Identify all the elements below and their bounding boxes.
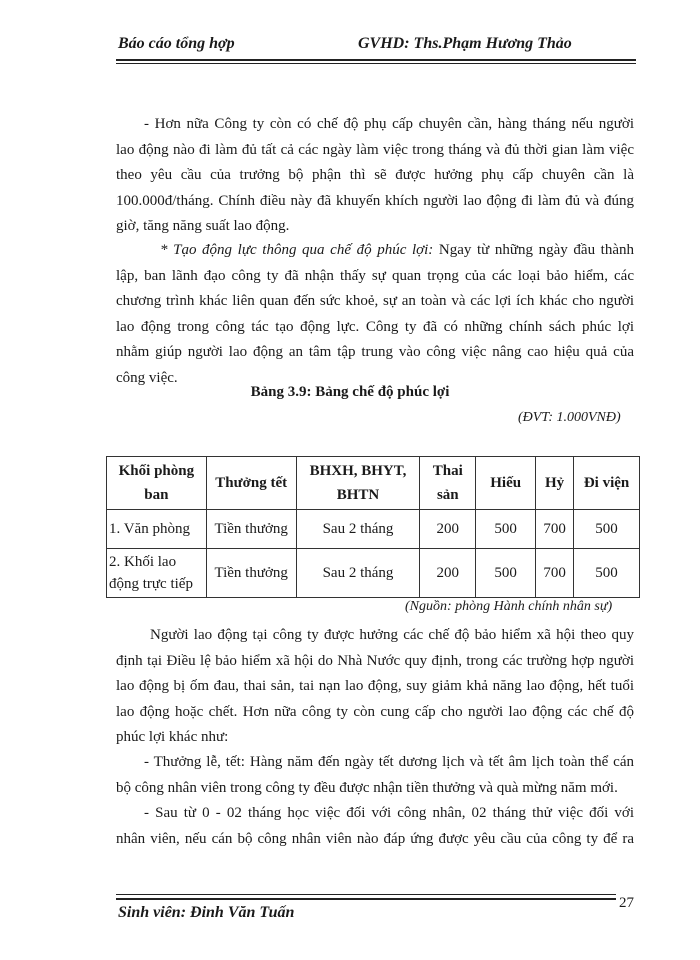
paragraph-attendance-allowance	[116, 112, 634, 240]
text-line: - Sau từ 0 - 02 tháng học việc đối với công nhân, 02 tháng thử việc đối với	[144, 805, 634, 821]
table-row	[107, 549, 640, 598]
header-supervisor: GVHD: Ths.Phạm Hương Thảo	[358, 35, 572, 52]
text-line: lao động bị ốm đau, thai sản, tai nạn lao động, suy giảm khả năng lao động, hết tuổi	[116, 678, 634, 695]
header-dept: Khối phòng ban	[107, 457, 207, 510]
header-tet-bonus: Thưởng tết	[206, 457, 296, 510]
text-line: phúc lợi khác như:	[116, 729, 229, 746]
cell-joy: 700	[536, 510, 574, 549]
cell-dept: 1. Văn phòng	[107, 510, 207, 549]
cell-filial: 500	[476, 549, 536, 598]
cell-dept: 2. Khối lao động trực tiếp	[107, 549, 207, 598]
cell-insurance: Sau 2 tháng	[296, 510, 420, 549]
cell-filial: 500	[476, 510, 536, 549]
paragraph-welfare-motivation	[116, 238, 634, 392]
page-number: 27	[619, 895, 634, 911]
cell-hospital: 500	[574, 510, 640, 549]
text-line: bộ công nhân viên trong công ty đều được nhận tiền thưởng và quà mừng năm mới.	[116, 779, 618, 796]
table-title: Bảng 3.9: Bảng chế độ phúc lợi	[250, 384, 450, 400]
text-line: lao động nào đi làm đủ tất cả các ngày làm việc trong tháng và đủ thời gian làm việc	[116, 141, 634, 158]
text-line: lao động hoặc chết. Hơn nữa công ty còn cung cấp cho người lao động các chế độ	[116, 703, 634, 720]
welfare-heading-rest: Ngay từ những ngày đầu thành	[433, 242, 634, 258]
text-line: Người lao động tại công ty được hưởng các chế độ bảo hiểm xã hội theo quy	[150, 627, 634, 643]
text-line: định tại Điều lệ bảo hiểm xã hội do Nhà Nước quy định, trong các trường hợp người	[116, 652, 634, 669]
text-line: nhân viên, nếu cán bộ công nhân viên nào đáp ứng được yêu cầu của công ty để ra	[116, 830, 634, 847]
header-insurance: BHXH, BHYT, BHTN	[296, 457, 420, 510]
text-line: công việc.	[116, 369, 178, 386]
text-line: lập, ban lãnh đạo công ty đã nhận thấy sự quan trọng của các loại bảo hiểm, các	[116, 267, 634, 284]
text-line: nhằm giúp người lao động an tâm tập trung vào công việc nâng cao hiệu quả của	[116, 344, 634, 361]
header-filial: Hiếu	[476, 457, 536, 510]
cell-maternity: 200	[420, 510, 476, 549]
paragraph-holiday-bonus	[116, 750, 634, 801]
cell-tet: Tiền thưởng	[206, 549, 296, 598]
cell-hospital: 500	[574, 549, 640, 598]
header-joy: Hỷ	[536, 457, 574, 510]
text-line: chương trình khác liên quan đến sức khoẻ, sự an toàn và các lợi ích khác cho người	[116, 293, 634, 310]
text-line: - Hơn nữa Công ty còn có chế độ phụ cấp chuyên cần, hàng tháng nếu người	[144, 116, 634, 132]
header-hospital: Đi viện	[574, 457, 640, 510]
header-report-title: Báo cáo tổng hợp	[118, 35, 235, 52]
text-line: - Thưởng lễ, tết: Hàng năm đến ngày tết dương lịch và tết âm lịch toàn thể cán	[144, 754, 634, 770]
table-unit: (ĐVT: 1.000VNĐ)	[518, 410, 621, 425]
header-maternity: Thai sản	[420, 457, 476, 510]
text-line: giờ, tăng năng suất lao động.	[116, 218, 290, 235]
footer-rule	[116, 898, 616, 900]
welfare-table	[106, 456, 640, 598]
paragraph-probation	[116, 801, 634, 852]
text-line: 100.000đ/tháng. Chính điều này đã khuyến khích người lao động đi làm đủ và đúng	[116, 192, 634, 209]
cell-tet: Tiền thưởng	[206, 510, 296, 549]
header-rule-thin	[116, 63, 636, 64]
cell-joy: 700	[536, 549, 574, 598]
welfare-heading: * Tạo động lực thông qua chế độ phúc lợi:	[160, 242, 434, 258]
text-line: lao động trong công tác tạo động lực. Công ty đã có những chính sách phúc lợi	[116, 318, 634, 335]
cell-insurance: Sau 2 tháng	[296, 549, 420, 598]
table-source: (Nguồn: phòng Hành chính nhân sự)	[405, 599, 613, 614]
table-row	[107, 510, 640, 549]
header-rule	[116, 59, 636, 61]
paragraph-social-insurance	[116, 623, 634, 751]
footer-rule-thin	[116, 894, 616, 895]
footer-student: Sinh viên: Đinh Văn Tuấn	[118, 904, 295, 921]
table-header-row	[107, 457, 640, 510]
text-line	[116, 238, 634, 264]
cell-maternity: 200	[420, 549, 476, 598]
text-line: theo yêu cầu của trưởng bộ phận thì sẽ được hưởng phụ cấp chuyên cần là	[116, 167, 634, 184]
